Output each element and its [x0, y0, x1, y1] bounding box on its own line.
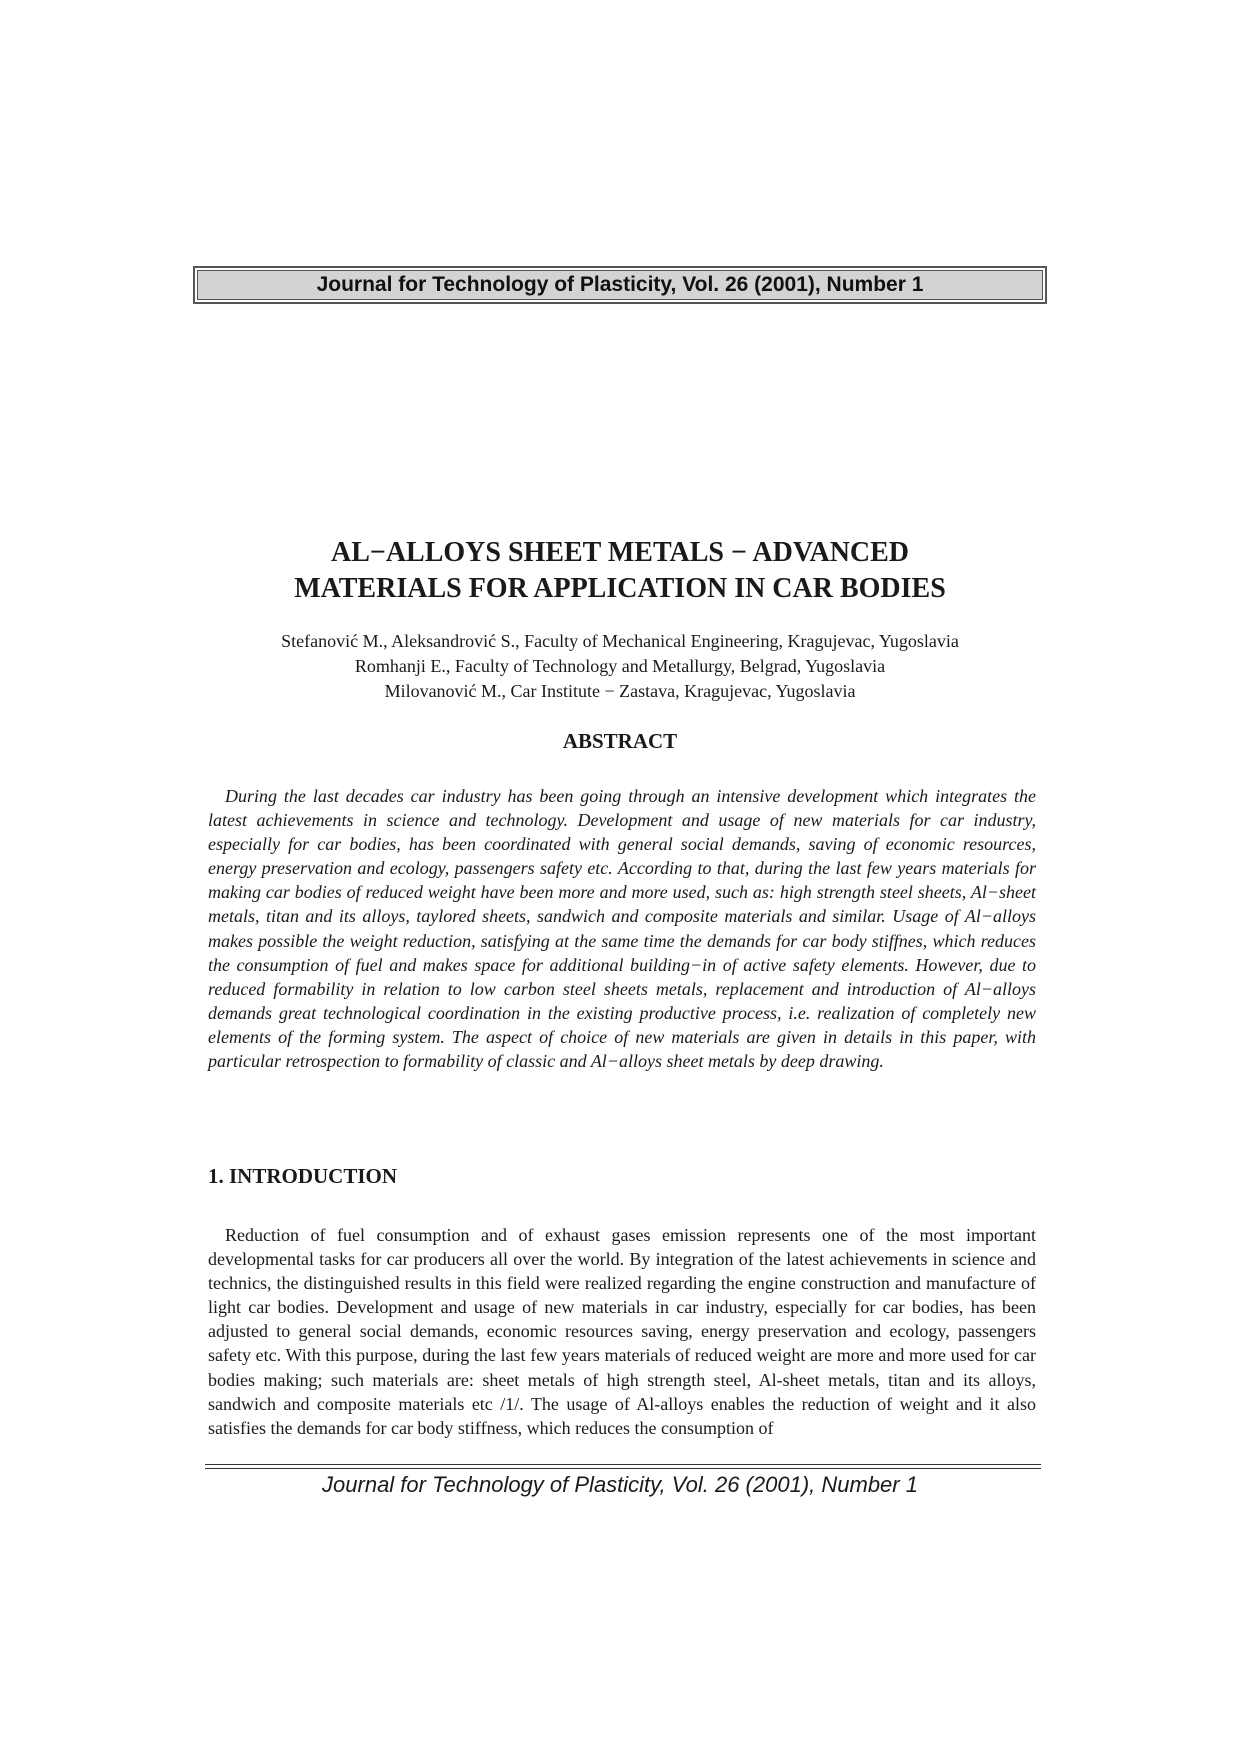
journal-header-text: Journal for Technology of Plasticity, Vol. 26 (2001), Number 1: [316, 273, 924, 296]
journal-footer-text: Journal for Technology of Plasticity, Vol. 26 (2001), Number 1: [322, 1472, 918, 1497]
introduction-heading: 1. INTRODUCTION: [208, 1164, 398, 1188]
paper-title: [193, 535, 1047, 607]
author-affiliations: [193, 629, 1047, 704]
abstract-text: During the last decades car industry has been going through an intensive development which integrates the latest achievements in science and technology. Development and usage of new materials for car industry, especially for car bodies, has been coordinated with general social demands, saving of economic resources, energy preservation and ecology, passengers safety etc. According to that, during the last few years materials for making car bodies of reduced weight have been more and more used, such as: high strength steel sheets, Al−sheet metals, titan and its alloys, taylored sheets, sandwich and composite materials and similar. Usage of Al−alloys makes possible the weight reduction, satisfying at the same time the demands for car body stiffnes, which reduces the consumption of fuel and makes space for additional building−in of active safety elements. However, due to reduced formability in relation to low carbon steel sheets metals, replacement and introduction of Al−alloys demands great technological coordination in the existing productive process, i.e. realization of completely new elements of the forming system. The aspect of choice of new materials are given in details in this paper, with particular retrospection to formability of classic and Al−alloys sheet metals by deep drawing.: [208, 786, 1036, 1072]
author-line-2: Romhanji E., Faculty of Technology and Metallurgy, Belgrad, Yugoslavia: [354, 656, 886, 676]
author-line-1: Stefanović M., Aleksandrović S., Faculty of Mechanical Engineering, Kragujevac, Yugoslavia: [281, 631, 959, 651]
abstract-heading: ABSTRACT: [562, 729, 678, 753]
footer-divider-top: [205, 1464, 1041, 1465]
author-line-3: Milovanović M., Car Institute − Zastava, Kragujevac, Yugoslavia: [384, 681, 856, 701]
introduction-text: Reduction of fuel consumption and of exhaust gases emission represents one of the most important developmental tasks for car producers all over the world. By integration of the latest achievements in science and technics, the distinguished results in this field were realized regarding the engine construction and manufacture of light car bodies. Development and usage of new materials in car industry, especially for car bodies, has been adjusted to general social demands, economic resources saving, energy preservation and ecology, passengers safety etc. With this purpose, during the last few years materials of reduced weight are more and more used for car bodies making; such materials are: sheet metals of high strength steel, Al-sheet metals, titan and its alloys, sandwich and composite materials etc /1/. The usage of Al-alloys enables the reduction of weight and it also satisfies the demands for car body stiffness, which reduces the consumption of: [208, 1225, 1036, 1438]
journal-header-box: [193, 266, 1047, 304]
footer-divider-bottom: [205, 1468, 1041, 1469]
paper-title-line-2: MATERIALS FOR APPLICATION IN CAR BODIES: [294, 573, 946, 604]
journal-header-inner: [197, 270, 1043, 300]
paper-title-line-1: AL−ALLOYS SHEET METALS − ADVANCED: [330, 537, 910, 568]
